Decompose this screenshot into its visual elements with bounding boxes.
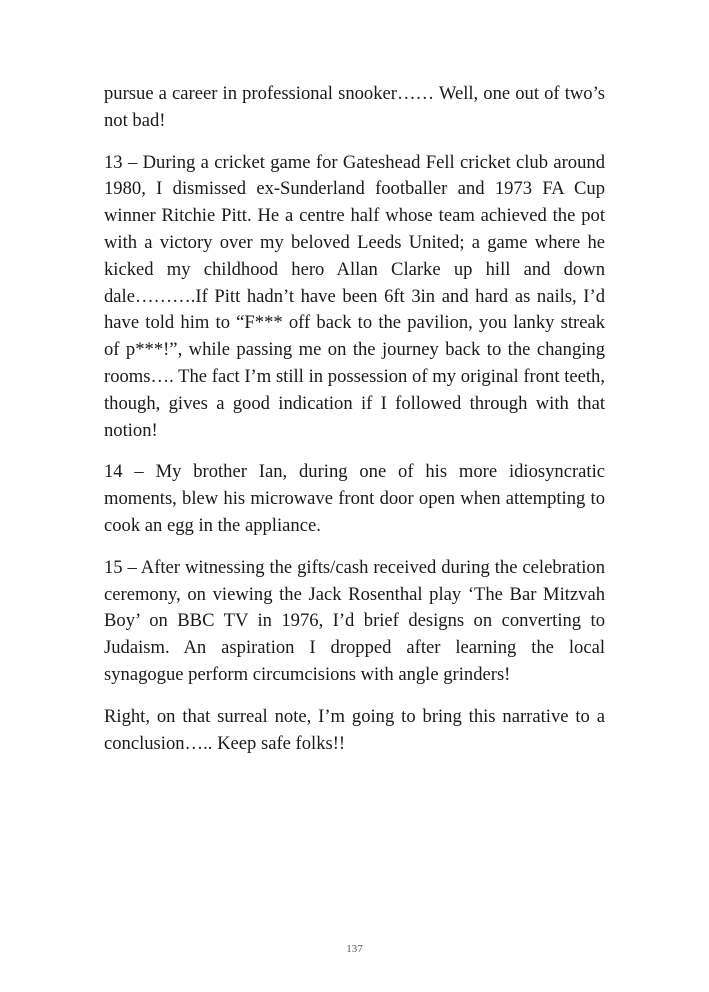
- body-text: [104, 81, 605, 772]
- paragraph-13-cricket: 13 – During a cricket game for Gateshead Fell cricket club around 1980, I dismissed ex-Sunderland footballer and 1973 FA Cup winner Ritchie Pitt. He a centre half whose team achieved the pot with a victory over my beloved Leeds United; a game where he kicked my childhood hero Allan Clarke up hill and down dale……….If Pitt hadn’t have been 6ft 3in and hard as nails, I’d have told him to “F*** off back to the pavilion, you lanky streak of p***!”, while passing me on the journey back to the changing rooms…. The fact I’m still in possession of my original front teeth, though, gives a good indication if I followed through with that notion!: [104, 151, 605, 441]
- paragraph-conclusion: Right, on that surreal note, I’m going to bring this narrative to a conclusion….. Keep safe folks!!: [104, 705, 605, 754]
- page-number: 137: [346, 943, 363, 955]
- paragraph-15-bar-mitzvah: 15 – After witnessing the gifts/cash received during the celebration ceremony, on viewing the Jack Rosenthal play ‘The Bar Mitzvah Boy’ on BBC TV in 1976, I’d brief designs on converting to Judaism. An aspiration I dropped after learning the local synagogue perform circumcisions with angle grinders!: [104, 556, 605, 685]
- paragraph-snooker: pursue a career in professional snooker…… Well, one out of two’s not bad!: [104, 83, 605, 131]
- paragraph-14-microwave: 14 – My brother Ian, during one of his more idiosyncratic moments, blew his microwave front door open when attempting to cook an egg in the appliance.: [104, 461, 605, 536]
